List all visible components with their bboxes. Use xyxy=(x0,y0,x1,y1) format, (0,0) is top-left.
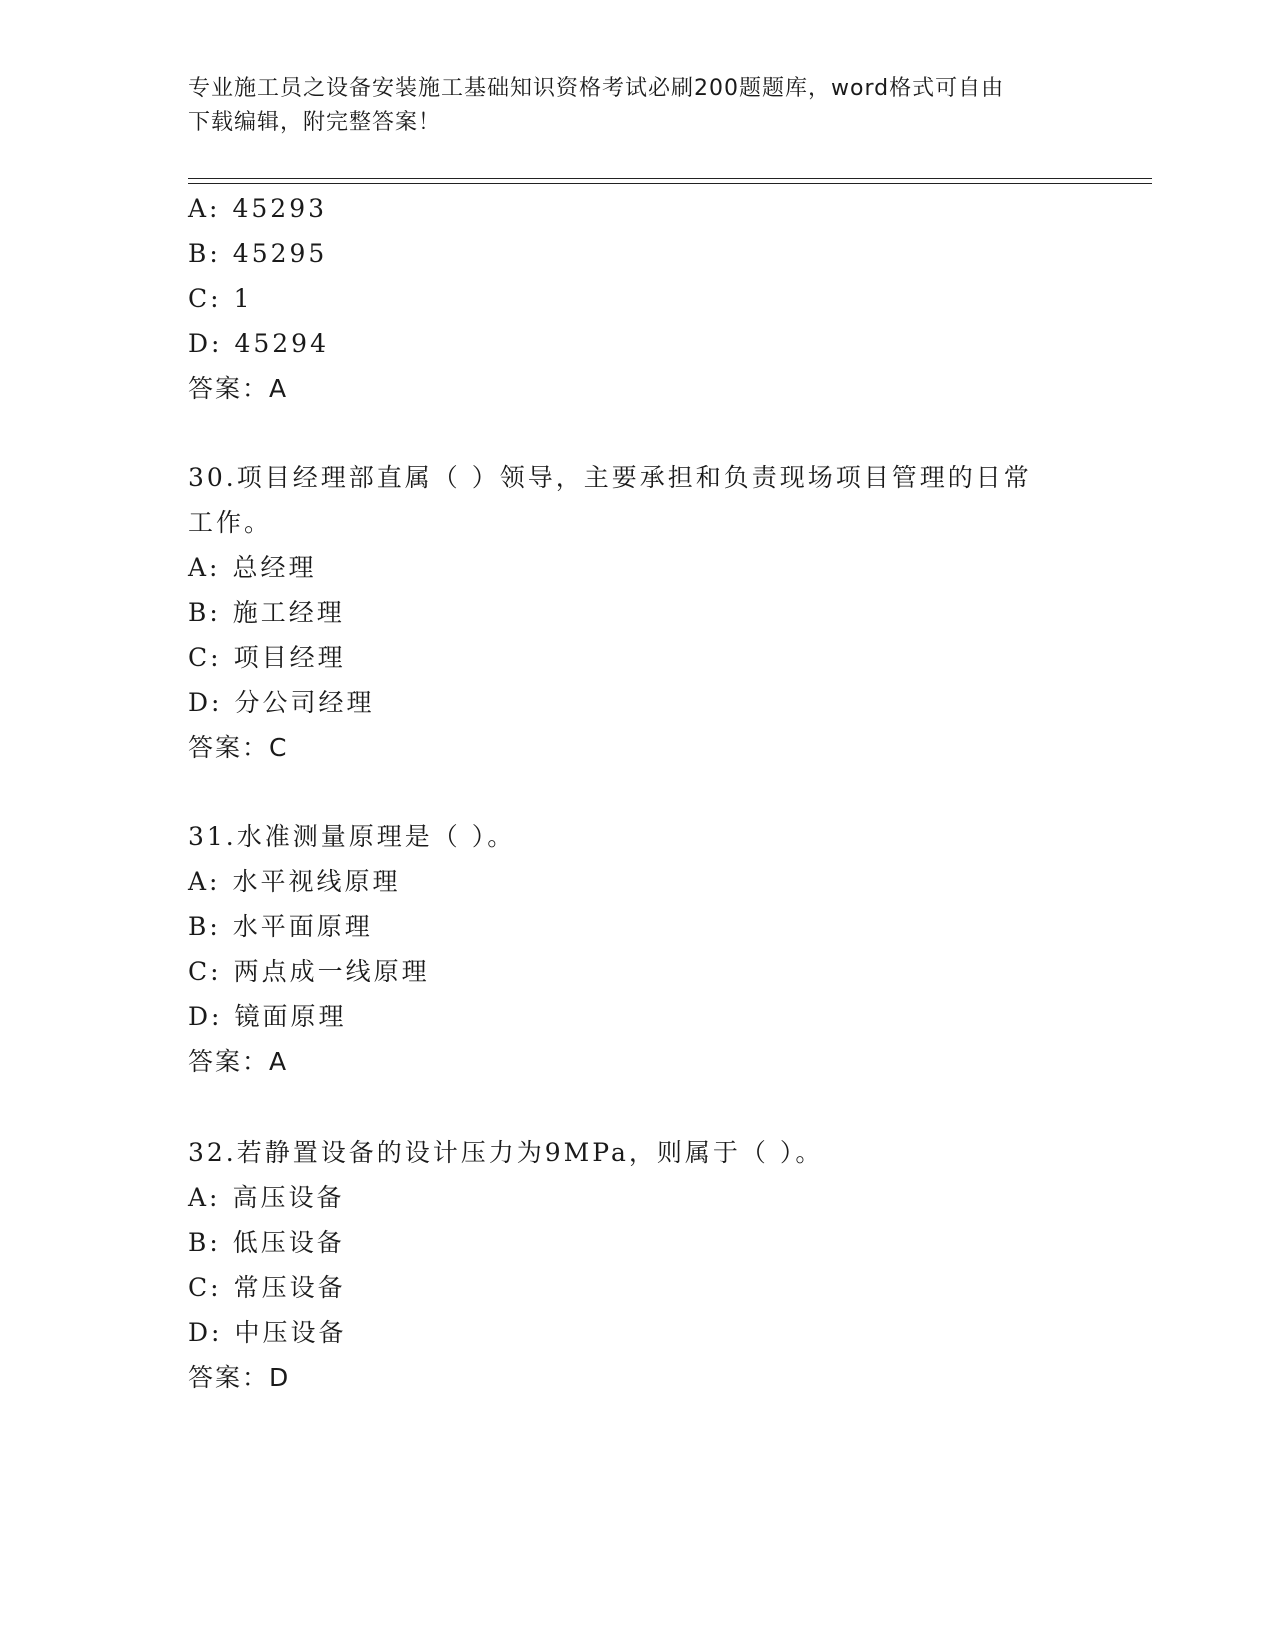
q32-stem-line-1: 32.若静置设备的设计压力为9MPa，则属于（ ）。 xyxy=(188,1138,824,1167)
q29-option-d: D: 45294 xyxy=(188,329,329,358)
q32-answer: 答案：D xyxy=(188,1363,291,1392)
q31-stem-line-1: 31.水准测量原理是（ ）。 xyxy=(188,822,516,851)
header-line-1: 专业施工员之设备安装施工基础知识资格考试必刷200题题库，word格式可自由 xyxy=(188,76,1005,101)
q31-option-b: B: 水平面原理 xyxy=(188,912,373,941)
q31-answer: 答案：A xyxy=(188,1047,289,1076)
q30-option-d: D: 分公司经理 xyxy=(188,688,375,717)
q30-answer: 答案：C xyxy=(188,733,289,762)
q30-option-a: A: 总经理 xyxy=(188,553,317,582)
header-divider-top xyxy=(188,178,1152,179)
q29-option-a: A: 45293 xyxy=(188,194,328,223)
q29-option-c: C: 1 xyxy=(188,284,253,313)
q32-option-b: B: 低压设备 xyxy=(188,1228,345,1257)
q30-stem-line-1: 30.项目经理部直属（ ）领导，主要承担和负责现场项目管理的日常 xyxy=(188,463,1032,492)
q29-answer: 答案：A xyxy=(188,374,289,403)
q31-option-a: A: 水平视线原理 xyxy=(188,867,401,896)
q30-stem-line-2: 工作。 xyxy=(188,508,273,537)
document-header xyxy=(188,72,1068,140)
header-divider-bottom xyxy=(188,183,1152,184)
q30-option-c: C: 项目经理 xyxy=(188,643,346,672)
q31-option-d: D: 镜面原理 xyxy=(188,1002,347,1031)
q31-option-c: C: 两点成一线原理 xyxy=(188,957,430,986)
header-line-2: 下载编辑，附完整答案！ xyxy=(188,110,442,135)
q32-option-d: D: 中压设备 xyxy=(188,1318,347,1347)
q30-option-b: B: 施工经理 xyxy=(188,598,345,627)
q29-option-b: B: 45295 xyxy=(188,239,328,268)
q32-option-c: C: 常压设备 xyxy=(188,1273,346,1302)
q32-option-a: A: 高压设备 xyxy=(188,1183,345,1212)
